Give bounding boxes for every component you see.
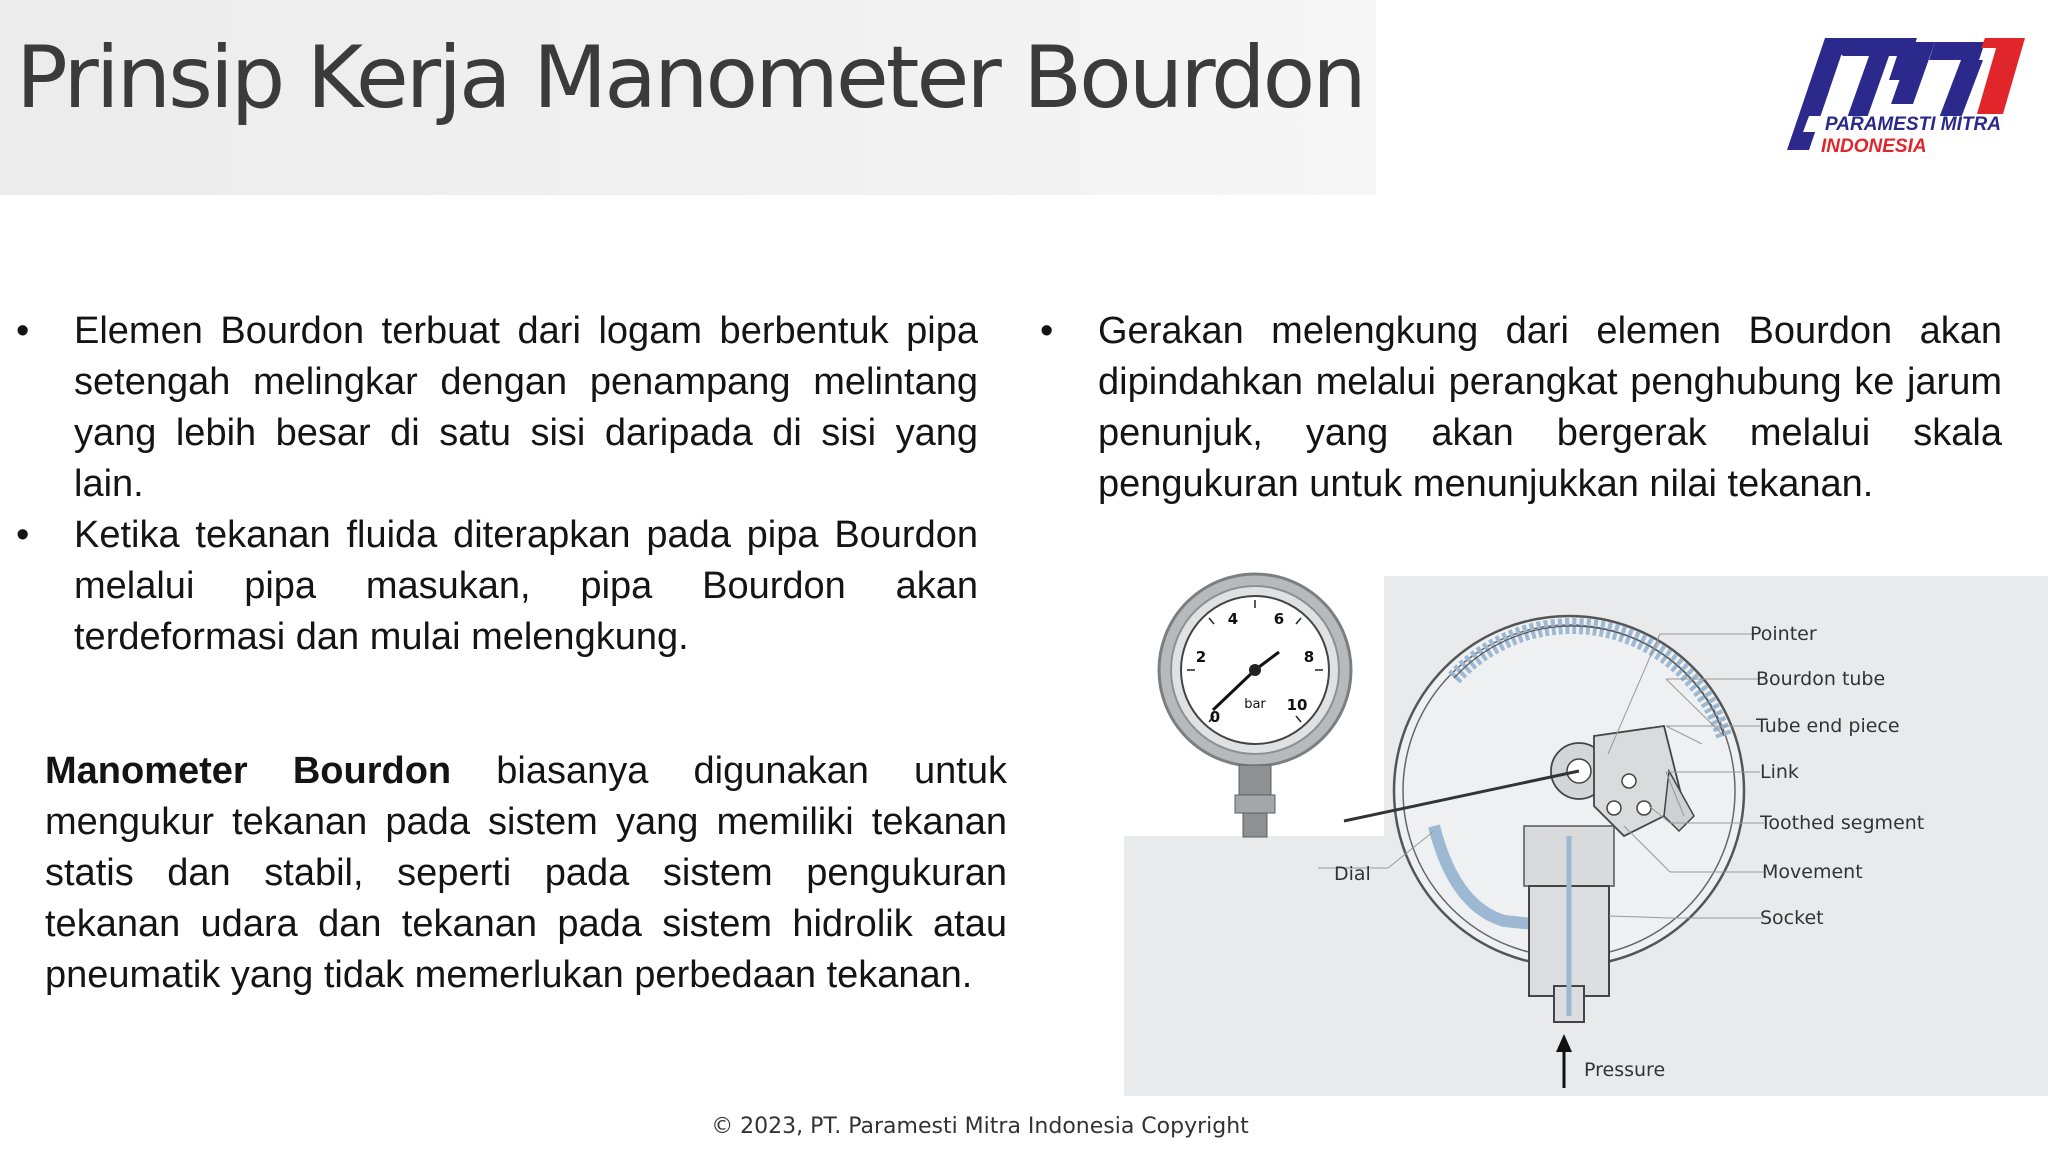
company-logo: [1785, 32, 2035, 162]
label-pressure: Pressure: [1584, 1059, 1666, 1081]
note-text: biasanya digunakan untuk mengukur tekanan pada sistem yang memiliki tekanan statis dan stabil, seperti pada sistem pengukuran tekanan udara dan tekanan pada sistem hidrolik atau pneumatik yang tidak memerlukan perbedaan tekanan.: [45, 750, 1007, 996]
label-toothed-segment: Toothed segment: [1760, 812, 1925, 834]
gauge-unit: bar: [1244, 697, 1266, 712]
gauge-scale-0: 0: [1209, 708, 1221, 726]
label-socket: Socket: [1760, 907, 1824, 929]
bullet-marker: •: [16, 310, 30, 352]
bullet-item: [16, 306, 978, 510]
gauge-scale-4: 4: [1227, 610, 1239, 628]
pressure-gauge-photo: [1155, 570, 1355, 840]
bullet-text: Gerakan melengkung dari elemen Bourdon akan dipindahkan melalui perangkat penghubung ke jarum penunjuk, yang akan bergerak melalui skala pengukuran untuk menunjukkan nilai tekanan.: [1098, 310, 2002, 505]
gauge-scale-2: 2: [1195, 648, 1207, 666]
right-bullet-list: [1040, 306, 2002, 510]
gauge-scale-10: 10: [1286, 696, 1308, 714]
label-dial: Dial: [1334, 863, 1371, 885]
note-paragraph: [45, 746, 1007, 1001]
label-pointer: Pointer: [1750, 623, 1817, 645]
logo-text-line2: INDONESIA: [1821, 136, 1927, 157]
bullet-marker: •: [16, 514, 30, 556]
left-bullet-list: [16, 306, 978, 663]
gauge-scale-6: 6: [1273, 610, 1285, 628]
bullet-text: Ketika tekanan fluida diterapkan pada pipa Bourdon melalui pipa masukan, pipa Bourdon akan terdeformasi dan mulai melengkung.: [74, 514, 978, 658]
note-bold-term: Manometer Bourdon: [45, 750, 452, 792]
bullet-item: [16, 510, 978, 663]
copyright-footer: © 2023, PT. Paramesti Mitra Indonesia Copyright: [711, 1114, 1249, 1139]
logo-text-line1: PARAMESTI MITRA: [1825, 114, 2001, 135]
gauge-scale-8: 8: [1303, 648, 1315, 666]
bullet-marker: •: [1040, 310, 1054, 352]
label-movement: Movement: [1762, 861, 1863, 883]
label-tube-end-piece: Tube end piece: [1756, 715, 1900, 737]
bullet-item: [1040, 306, 2002, 510]
bullet-text: Elemen Bourdon terbuat dari logam berbentuk pipa setengah melingkar dengan penampang melintang yang lebih besar di satu sisi daripada di sisi yang lain.: [74, 310, 978, 505]
label-bourdon-tube: Bourdon tube: [1756, 668, 1886, 690]
label-link: Link: [1760, 761, 1799, 783]
slide-title: Prinsip Kerja Manometer Bourdon: [16, 28, 1364, 128]
